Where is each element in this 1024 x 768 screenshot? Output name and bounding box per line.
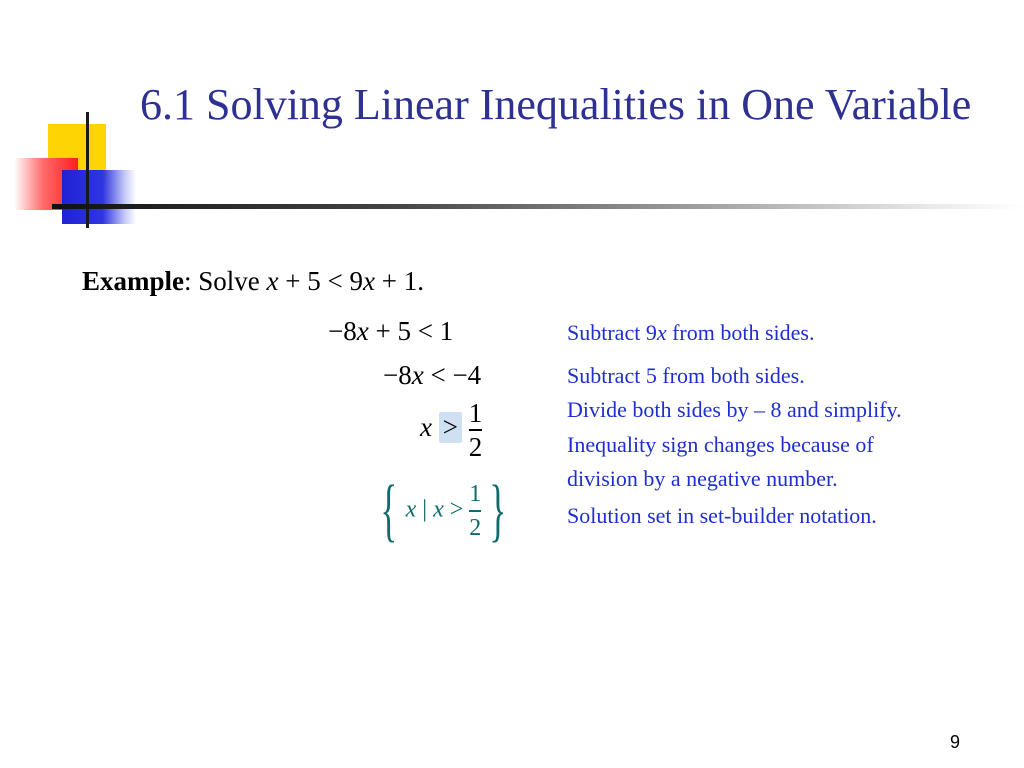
set-var-2: x	[433, 496, 444, 523]
set-sign: >	[449, 496, 464, 523]
step-1-var: x	[356, 316, 369, 346]
note-1-part-b: from both sides.	[666, 320, 815, 345]
step-2-var: x	[411, 360, 424, 390]
example-part1: + 5 < 9	[285, 266, 363, 296]
note-divide: Divide both sides by – 8 and simplify.	[567, 397, 902, 422]
step-1-coef: −8	[328, 316, 357, 346]
step-2-coef: −8	[383, 360, 412, 390]
step-1-equation	[328, 316, 453, 347]
note-negative-division: division by a negative number.	[567, 466, 838, 491]
fraction-denominator: 2	[468, 432, 483, 462]
example-statement	[82, 266, 424, 297]
fraction-bar	[469, 429, 483, 431]
step-2-rest: < −4	[430, 360, 482, 390]
example-part2: + 1.	[381, 266, 424, 296]
set-var: x	[405, 496, 417, 523]
right-brace: }	[489, 472, 507, 549]
note-1-var: x	[656, 320, 667, 345]
example-colon: :	[184, 266, 192, 296]
example-var-x: x	[266, 266, 279, 296]
set-fraction-bar	[469, 510, 481, 512]
step-2-equation	[383, 360, 481, 391]
set-fraction-denominator: 2	[469, 515, 482, 541]
example-solve-word: Solve	[198, 266, 260, 296]
decor-vertical-line	[86, 112, 89, 228]
step-1-rest: + 5 < 1	[375, 316, 454, 346]
fraction-one-half	[469, 398, 483, 462]
step-3-var: x	[420, 412, 432, 443]
inequality-sign-highlight: >	[439, 412, 462, 443]
title-underline	[52, 204, 1024, 209]
set-bar: |	[422, 496, 428, 523]
note-set-builder: Solution set in set-builder notation.	[567, 503, 877, 528]
note-subtract-5: Subtract 5 from both sides.	[567, 363, 805, 388]
note-1-part-a: Subtract 9	[567, 320, 657, 345]
example-label: Example	[82, 266, 185, 296]
note-subtract-9x	[567, 320, 814, 346]
fraction-numerator: 1	[468, 398, 483, 428]
step-3-equation	[420, 398, 482, 462]
note-sign-change: Inequality sign changes because of	[567, 432, 874, 457]
solution-set	[372, 472, 515, 549]
decor-blue-square	[62, 170, 136, 224]
slide-title: 6.1 Solving Linear Inequalities in One Variable	[140, 80, 972, 129]
set-fraction	[469, 479, 481, 543]
page-number: 9	[950, 732, 961, 752]
left-brace: {	[380, 472, 398, 549]
set-fraction-numerator: 1	[469, 481, 482, 507]
example-var-x2: x	[363, 266, 375, 296]
